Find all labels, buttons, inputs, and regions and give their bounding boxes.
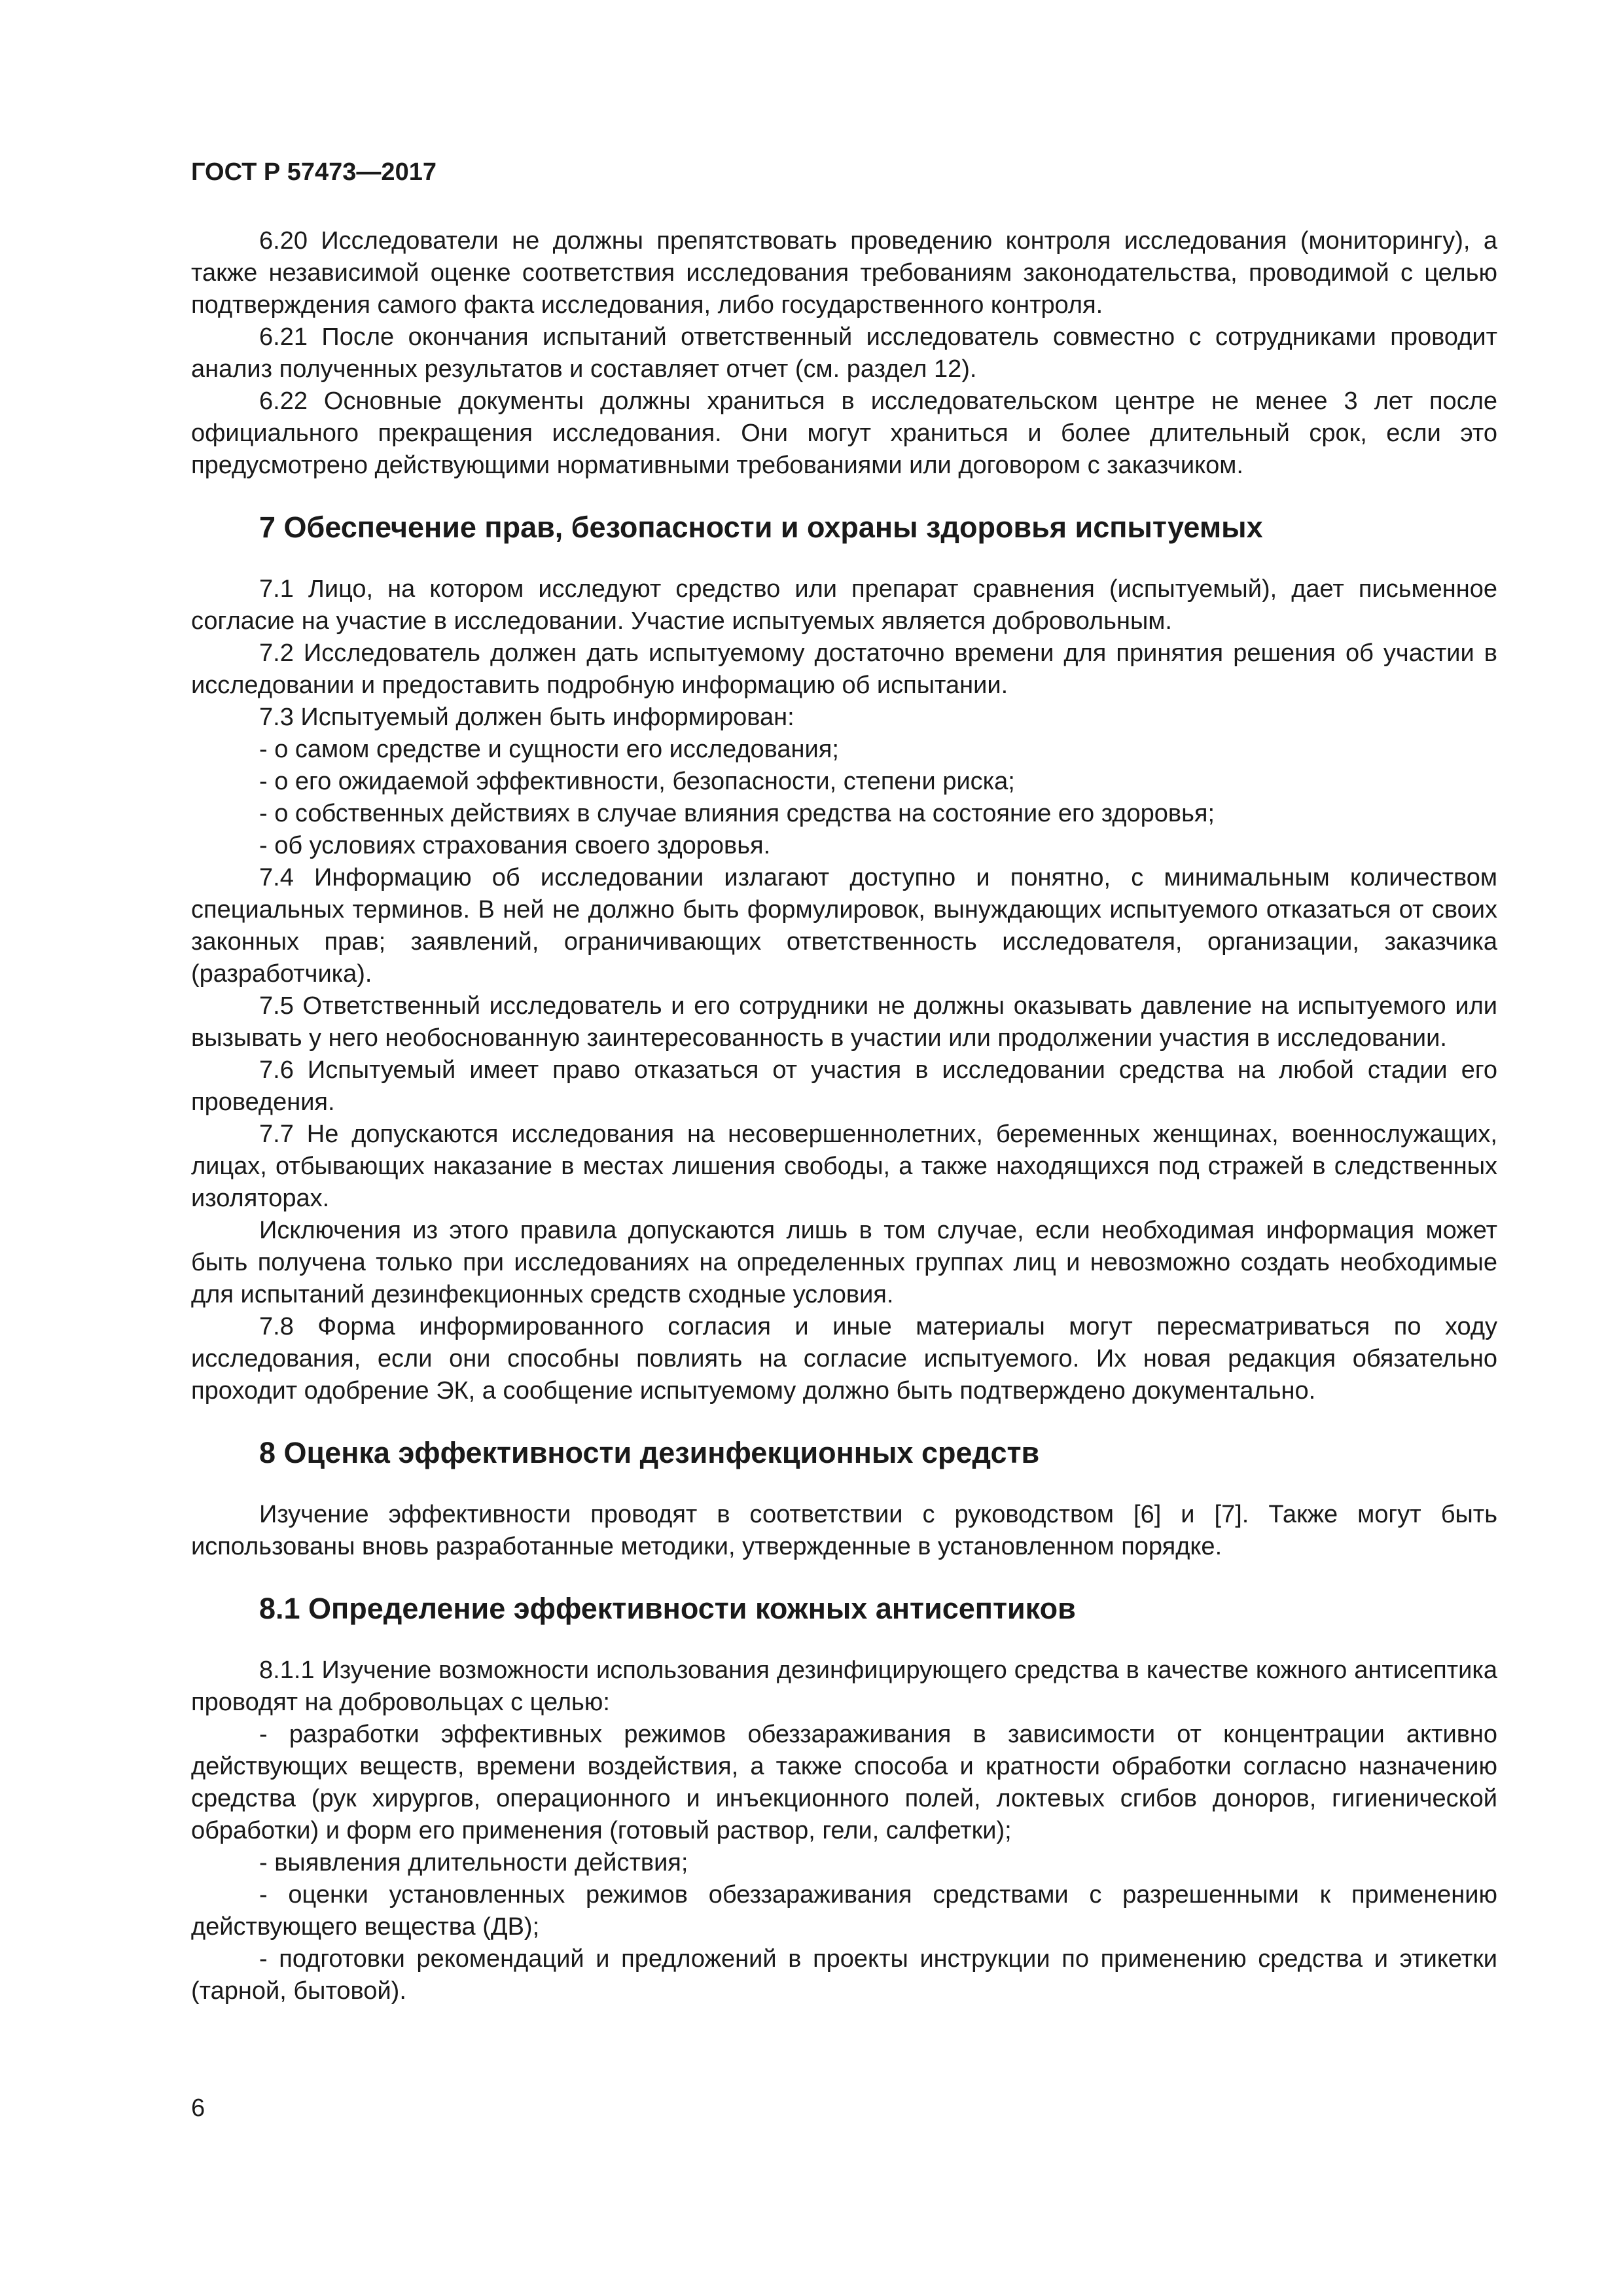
paragraph-7-7-exceptions: Исключения из этого правила допускаются лишь в том случае, если необходимая информация может быть получена только при исследованиях на определенных группах лиц и невозможно создать необходимые для испытаний дезинфекционных средств сходные условия. <box>191 1217 1497 1308</box>
page-number: 6 <box>191 2094 205 2122</box>
list-item: - подготовки рекомендаций и предложений в проекты инструкции по применению средства и этикетки (тарной, бытовой). <box>191 1945 1497 2005</box>
section-8-1-heading: 8.1 Определение эффективности кожных антисептиков <box>259 1592 1076 1625</box>
paragraph-7-5: 7.5 Ответственный исследователь и его сотрудники не должны оказывать давление на испытуемого или вызывать у него необоснованную заинтересованность в участии или продолжении участия в исследовании. <box>191 992 1497 1052</box>
paragraph-7-4: 7.4 Информацию об исследовании излагают доступно и понятно, с минимальным количеством специальных терминов. В ней не должно быть формулировок, вынуждающих испытуемого отказаться от своих законных прав; заявлений, ограничивающих ответственность исследователя, организации, заказчика (разработчика). <box>191 864 1497 988</box>
list-item: - разработки эффективных режимов обеззараживания в зависимости от концентрации активно действующих веществ, времени воздействия, а также способа и кратности обработки согласно назначению средства (рук хирургов, операционного и инъекционного полей, локтевых сгибов доноров, гигиенической обработки) и форм его применения (готовый раствор, гели, салфетки); <box>191 1721 1497 1844</box>
paragraph-7-7: 7.7 Не допускаются исследования на несовершеннолетних, беременных женщинах, военнослужащих, лицах, отбывающих наказание в местах лишения свободы, а также находящихся под стражей в следственных изоляторах. <box>191 1121 1497 1212</box>
document-header: ГОСТ Р 57473—2017 <box>191 158 437 186</box>
section-7-heading: 7 Обеспечение прав, безопасности и охраны здоровья испытуемых <box>259 511 1263 544</box>
paragraph-7-3: 7.3 Испытуемый должен быть информирован: <box>259 704 794 731</box>
paragraph-7-8: 7.8 Форма информированного согласия и иные материалы могут пересматриваться по ходу исследования, если они способны повлиять на согласие испытуемого. Их новая редакция обязательно проходит одобрение ЭК, а сообщение испытуемому должно быть подтверждено документально. <box>191 1313 1497 1405</box>
paragraph-6-22: 6.22 Основные документы должны храниться в исследовательском центре не менее 3 лет после официального прекращения исследования. Они могут храниться и более длительный срок, если это предусмотрено действующими нормативными требованиями или договором с заказчиком. <box>191 387 1497 479</box>
list-item: - о самом средстве и сущности его исследования; <box>259 736 839 763</box>
paragraph-8-1-1: 8.1.1 Изучение возможности использования дезинфицирующего средства в качестве кожного антисептика проводят на добровольцах с целью: <box>191 1657 1497 1716</box>
list-item: - выявления длительности действия; <box>259 1849 688 1876</box>
list-item: - о собственных действиях в случае влияния средства на состояние его здоровья; <box>259 800 1215 827</box>
paragraph-6-20: 6.20 Исследователи не должны препятствовать проведению контроля исследования (мониторингу), а также независимой оценке соответствия исследования требованиям законодательства, проводимой с целью подтверждения самого факта исследования, либо государственного контроля. <box>191 227 1497 319</box>
paragraph-6-21: 6.21 После окончания испытаний ответственный исследователь совместно с сотрудниками проводит анализ полученных результатов и составляет отчет (см. раздел 12). <box>191 323 1497 383</box>
paragraph-7-6: 7.6 Испытуемый имеет право отказаться от участия в исследовании средства на любой стадии его проведения. <box>191 1056 1497 1116</box>
list-item: - оценки установленных режимов обеззараживания средствами с разрешенными к применению действующего вещества (ДВ); <box>191 1881 1497 1941</box>
document-page <box>191 157 1497 2007</box>
paragraph-7-2: 7.2 Исследователь должен дать испытуемому достаточно времени для принятия решения об участии в исследовании и предоставить подробную информацию об испытании. <box>191 639 1497 699</box>
list-item: - об условиях страхования своего здоровья. <box>259 832 771 859</box>
paragraph-8-intro: Изучение эффективности проводят в соответствии с руководством [6] и [7]. Также могут быть использованы вновь разработанные методики, утвержденные в установленном порядке. <box>191 1501 1497 1560</box>
paragraph-7-1: 7.1 Лицо, на котором исследуют средство или препарат сравнения (испытуемый), дает письменное согласие на участие в исследовании. Участие испытуемых является добровольным. <box>191 575 1497 635</box>
section-8-heading: 8 Оценка эффективности дезинфекционных средств <box>259 1436 1040 1469</box>
list-item: - о его ожидаемой эффективности, безопасности, степени риска; <box>259 768 1015 795</box>
